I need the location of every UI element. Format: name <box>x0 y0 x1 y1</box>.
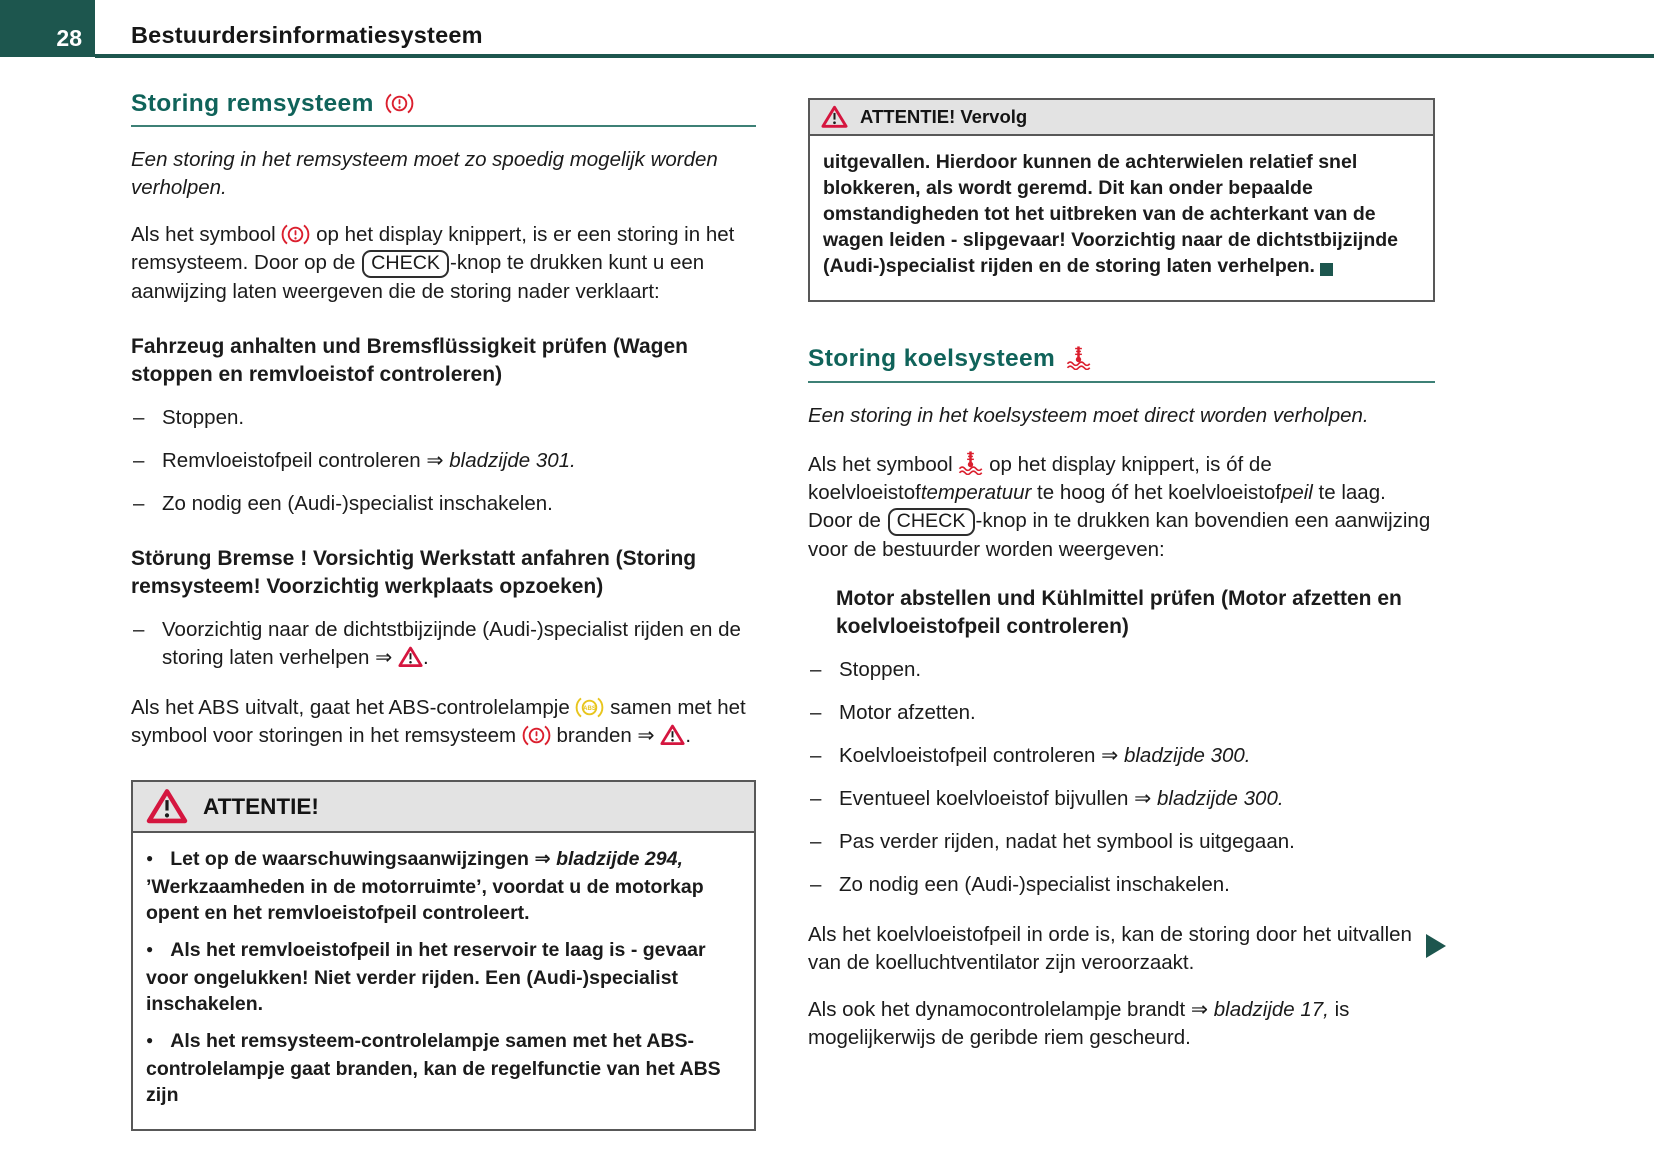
paragraph-fan-failure: Als het koelvloeistofpeil in orde is, kan de storing door het uitvallen van de koelluchtventilator zijn veroorzaakt. <box>808 923 1412 974</box>
brake-caution-list <box>131 616 756 672</box>
page-number: 28 <box>56 25 82 51</box>
paragraph-dynamo-lamp: Als ook het dynamocontrolelampje brandt ⇒ bladzijde 17, is mogelijkerwijs de geribde riem gescheurd. <box>808 998 1350 1049</box>
coolant-icon <box>958 449 983 479</box>
section-end-square-icon <box>1320 253 1333 279</box>
attention-title: ATTENTIE! <box>203 793 319 819</box>
attention-bullet: ● Als het remsysteem-controlelampje samen met het ABS-controlelampje gaat branden, kan de regelfunctie van het ABS zijn <box>146 1028 741 1108</box>
list-item: – Voorzichtig naar de dichtstbijzijnde (Audi-)specialist rijden en de storing laten verhelpen ⇒ . <box>131 616 756 672</box>
list-item: – Pas verder rijden, nadat het symbool is uitgegaan. <box>808 828 1435 856</box>
abs-icon <box>575 694 604 722</box>
intro-paragraph: Een storing in het remsysteem moet zo spoedig mogelijk worden verholpen. <box>131 148 718 199</box>
paragraph-coolant-symbol: Als het symbool op het display knippert, is óf de koelvloeistoftemperatuur te hoog óf het koelvloeistofpeil te laag. Door de CHECK -knop in te drukken kan bovendien een aanwijzing voor de bestuurder worden weergeven: <box>808 449 1435 564</box>
list-item: – Stoppen. <box>808 656 1435 684</box>
attention-continued-text: uitgevallen. Hierdoor kunnen de achterwielen relatief snel blokkeren, als wordt geremd. Dit kan onder bepaalde omstandigheden tot het uitbreken van de achterkant van de wagen leiden - slipgevaar! Voorzichtig naar de dichtstbijzijnde (Audi-)specialist rijden en de storing laten verhelpen. <box>823 151 1398 277</box>
warning-triangle-icon <box>146 788 188 825</box>
list-item: – Koelvloeistofpeil controleren ⇒ bladzijde 300. <box>808 742 1435 770</box>
next-page-arrow-icon <box>1424 932 1448 961</box>
list-item: – Zo nodig een (Audi-)specialist inschakelen. <box>808 871 1435 899</box>
attention-box-header <box>133 782 754 833</box>
paragraph-abs-failure: Als het ABS uitvalt, gaat het ABS-controlelampje ABS samen met het symbool voor storingen in het remsysteem branden ⇒ . <box>131 694 756 750</box>
list-item: – Remvloeistofpeil controleren ⇒ bladzijde 301. <box>131 447 756 475</box>
brake-steps-list <box>131 404 756 518</box>
check-button: CHECK <box>362 250 449 278</box>
right-column <box>808 98 1435 1071</box>
list-item: – Stoppen. <box>131 404 756 432</box>
subheading-fahrzeug-anhalten: Fahrzeug anhalten und Bremsflüssigkeit prüfen (Wagen stoppen en remvloeistof controleren) <box>131 335 688 386</box>
brake-warning-icon <box>281 221 310 249</box>
subheading-motor-abstellen: Motor abstellen und Kühlmittel prüfen (Motor afzetten en koelvloeistofpeil controleren) <box>836 587 1402 638</box>
intro-paragraph: Een storing in het koelsysteem moet direct worden verholpen. <box>808 404 1369 427</box>
section-title-text: Storing remsysteem <box>131 90 374 117</box>
header-rule <box>95 54 1654 58</box>
list-item: – Motor afzetten. <box>808 699 1435 727</box>
attention-continued-body <box>810 136 1433 300</box>
attention-continued-box <box>808 98 1435 302</box>
section-title-text: Storing koelsysteem <box>808 345 1056 372</box>
brake-warning-icon <box>385 90 414 118</box>
list-item: – Zo nodig een (Audi-)specialist inschakelen. <box>131 490 756 518</box>
warning-triangle-icon <box>398 644 423 672</box>
attention-bullet: ● Let op de waarschuwingsaanwijzingen ⇒ bladzijde 294, ’Werkzaamheden in de motorruimte’, voordat u de motorkap opent en het remvloeistofpeil controleert. <box>146 846 741 926</box>
paragraph-brake-symbol: Als het symbool op het display knippert, is er een storing in het remsysteem. Door op de CHECK -knop te drukken kunt u een aanwijzing laten weergeven die de storing nader verklaart: <box>131 223 735 303</box>
subheading-stoerung-bremse: Störung Bremse ! Vorsichtig Werkstatt anfahren (Storing remsysteem! Voorzichtig werkplaats opzoeken) <box>131 547 697 598</box>
chapter-title: Bestuurdersinformatiesysteem <box>131 22 483 48</box>
attention-continued-header <box>810 100 1433 136</box>
attention-box-body <box>133 833 754 1129</box>
left-column <box>131 90 756 1131</box>
coolant-icon <box>1066 344 1091 374</box>
attention-bullet: ● Als het remvloeistofpeil in het reservoir te laag is - gevaar voor ongelukken! Niet verder rijden. Een (Audi-)specialist inschakelen. <box>146 937 741 1017</box>
warning-triangle-icon <box>660 722 685 750</box>
list-item: – Eventueel koelvloeistof bijvullen ⇒ bladzijde 300. <box>808 785 1435 813</box>
page-number-block <box>0 0 95 57</box>
brake-warning-icon <box>522 722 551 750</box>
coolant-steps-list <box>808 656 1435 899</box>
attention-box <box>131 780 756 1131</box>
check-button: CHECK <box>888 508 975 536</box>
svg-text:ABS: ABS <box>583 705 597 712</box>
section-title-koelsysteem <box>808 344 1435 383</box>
attention-continued-title: ATTENTIE! Vervolg <box>860 106 1028 127</box>
section-title-remsysteem <box>131 90 756 127</box>
warning-triangle-icon <box>821 105 848 129</box>
